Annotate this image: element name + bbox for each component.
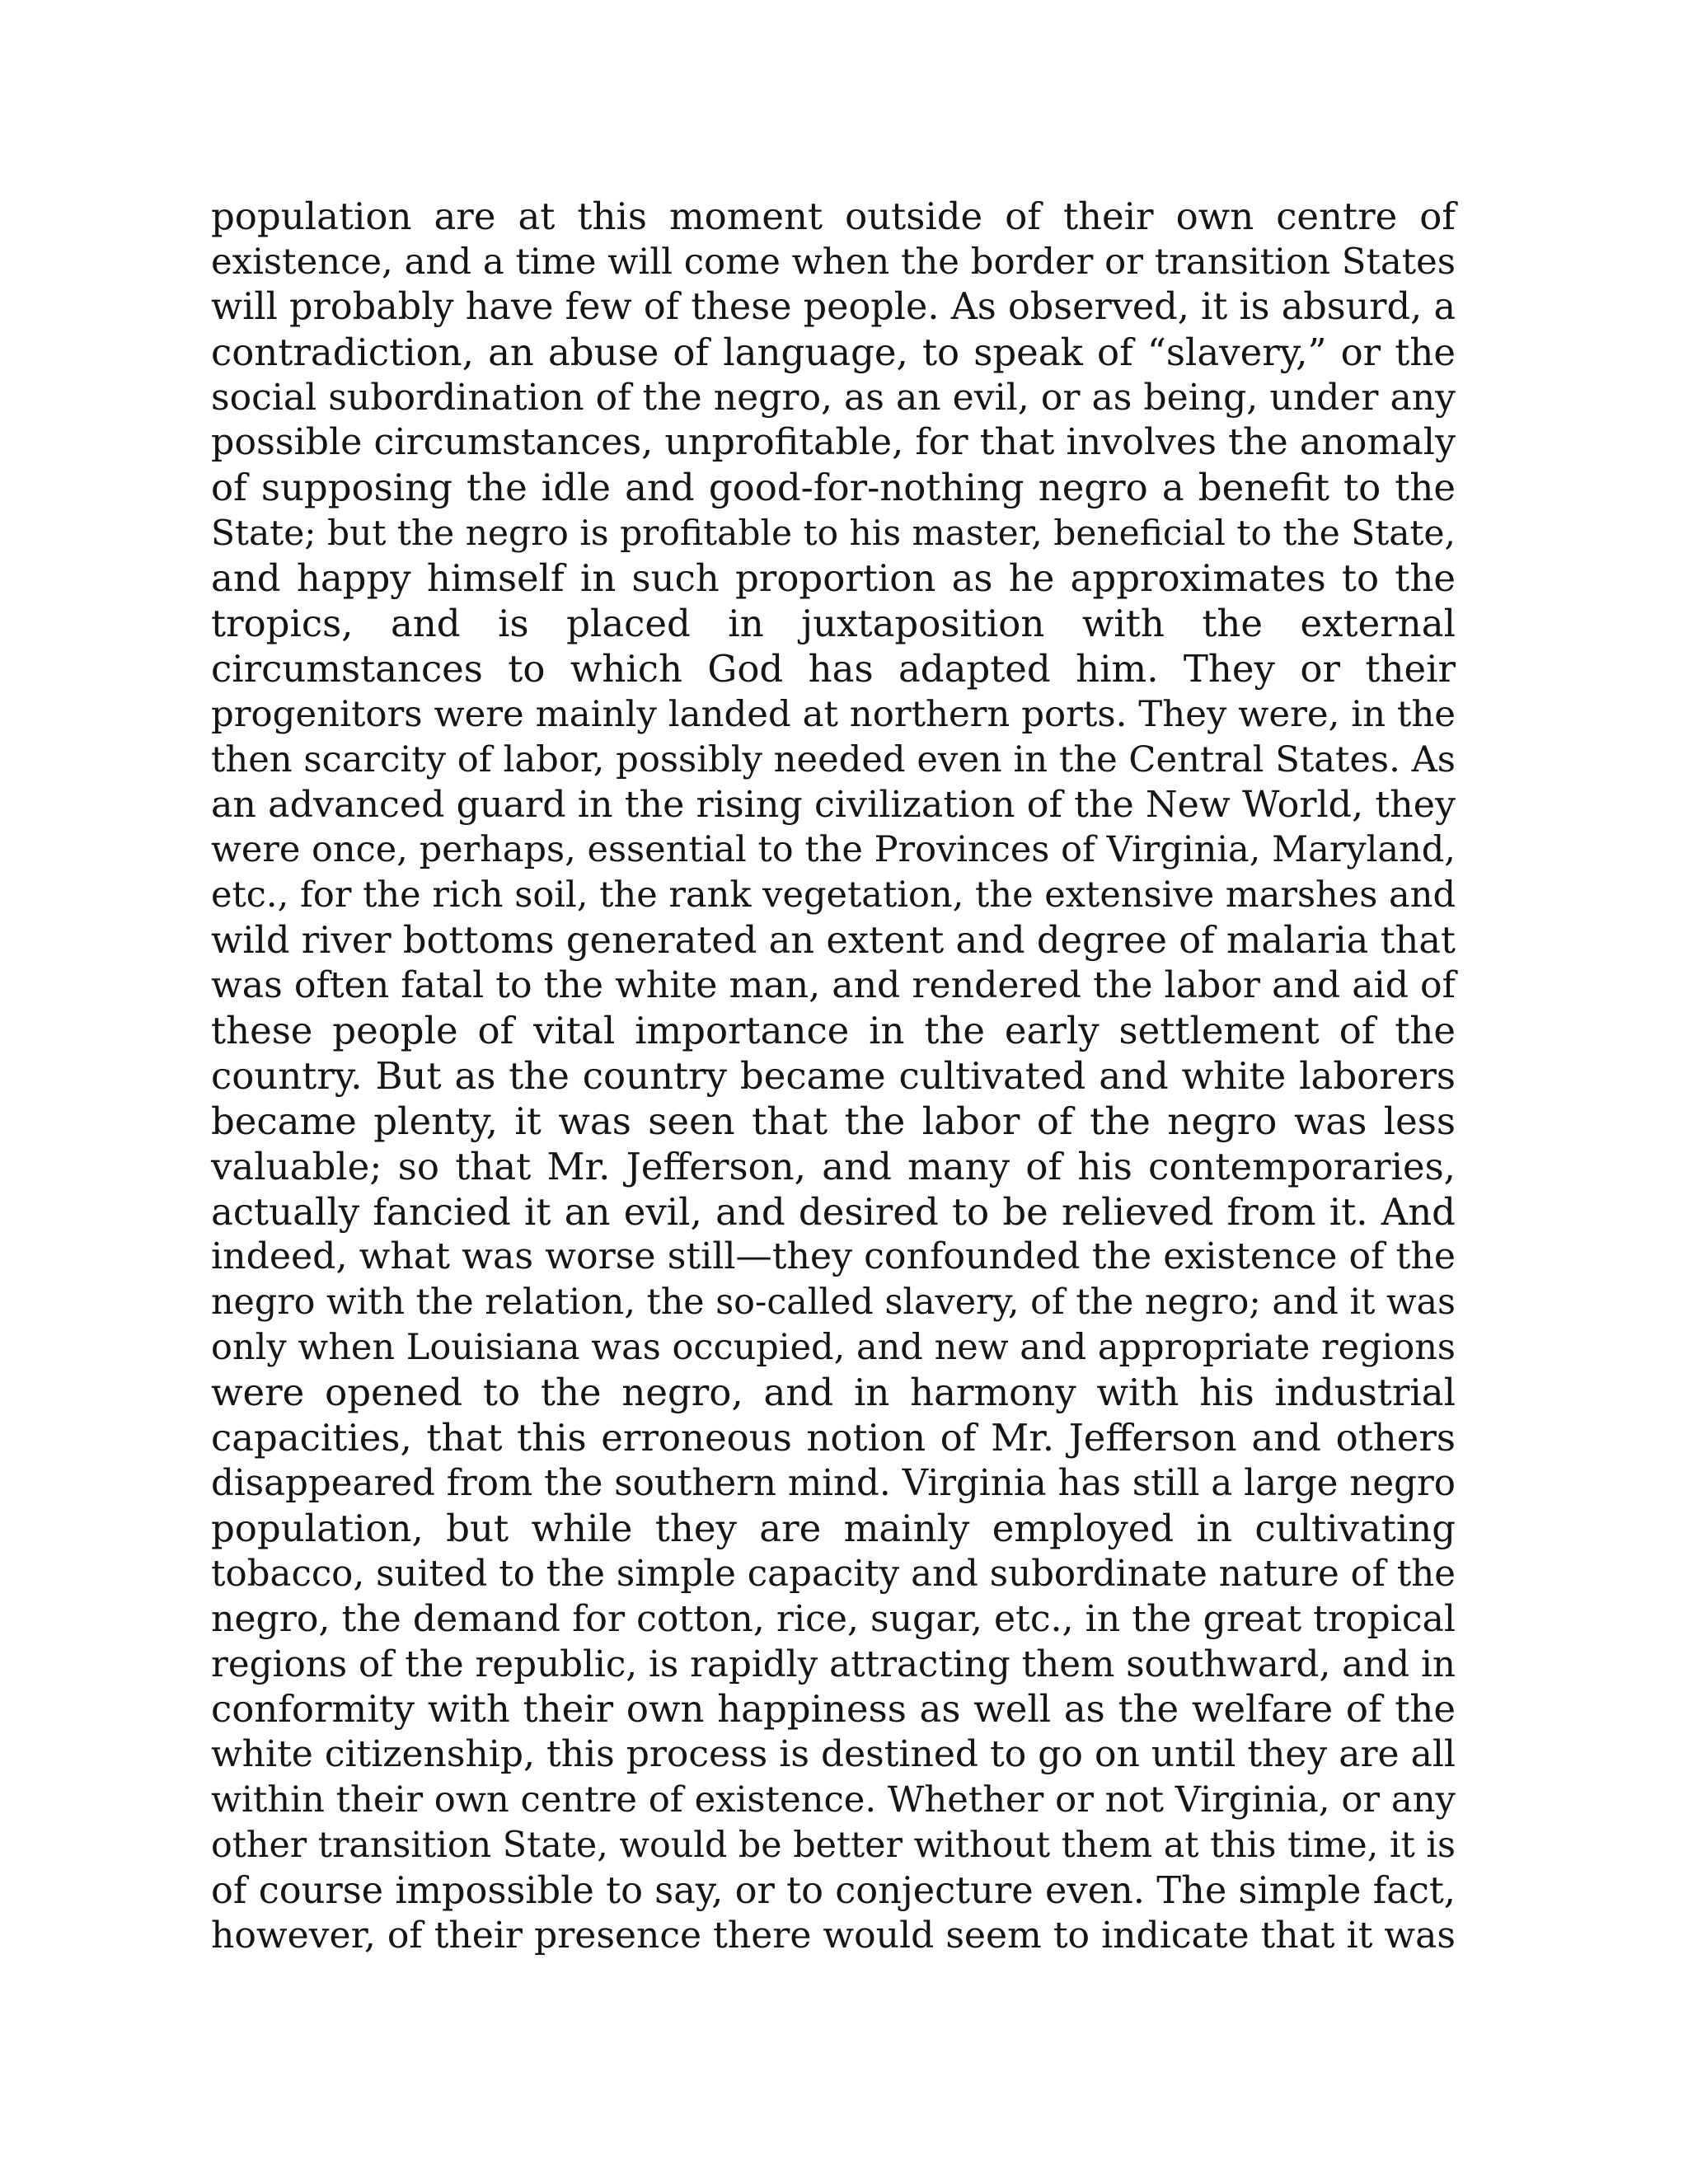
text-line: conformity with their own happiness as well as the welfare of the — [211, 1687, 1456, 1732]
text-line: became plenty, it was seen that the labor of the negro was less — [211, 1099, 1456, 1143]
text-line: an advanced guard in the rising civilization of the New World, they — [211, 783, 1456, 826]
text-line: tobacco, suited to the simple capacity and subordinate nature of the — [211, 1553, 1456, 1595]
text-line: other transition State, would be better without them at this time, it is — [211, 1825, 1456, 1867]
text-line: tropics, and is placed in juxtaposition with the external — [211, 602, 1456, 646]
text-line: etc., for the rich soil, the rank vegetation, the extensive marshes and — [211, 874, 1456, 916]
text-line: negro with the relation, the so-called slavery, of the negro; and it was — [211, 1282, 1456, 1324]
text-line: valuable; so that Mr. Jefferson, and many of his contemporaries, — [211, 1144, 1456, 1188]
text-line: wild river bottoms generated an extent and degree of malaria that — [211, 918, 1456, 963]
text-line: circumstances to which God has adapted him. They or their — [211, 646, 1456, 691]
body-text — [211, 194, 1456, 1959]
text-line: of supposing the idle and good-for-nothing negro a benefit to the — [211, 466, 1456, 510]
text-line: population, but while they are mainly employed in cultivating — [211, 1506, 1456, 1550]
text-line: within their own centre of existence. Whether or not Virginia, or any — [211, 1779, 1456, 1821]
text-line: were opened to the negro, and in harmony with his industrial — [211, 1371, 1456, 1415]
text-line: population are at this moment outside of their own centre of — [211, 194, 1456, 238]
text-line: will probably have few of these people. As observed, it is absurd, a — [211, 285, 1456, 328]
text-line: actually fancied it an evil, and desired to be relieved from it. And — [211, 1189, 1456, 1234]
text-line: white citizenship, this process is destined to go on until they are all — [211, 1733, 1456, 1776]
text-line: of course impossible to say, or to conjecture even. The simple fact, — [211, 1868, 1456, 1912]
text-line: and happy himself in such proportion as he approximates to the — [211, 556, 1456, 601]
text-line: were once, perhaps, essential to the Provinces of Virginia, Maryland, — [211, 829, 1456, 871]
text-line: indeed, what was worse still—they confounded the existence of the — [211, 1235, 1456, 1278]
text-line: disappeared from the southern mind. Virginia has still a large negro — [211, 1462, 1456, 1504]
text-line: social subordination of the negro, as an evil, or as being, under any — [211, 376, 1456, 419]
text-line: negro, the demand for cotton, rice, sugar, etc., in the great tropical — [211, 1597, 1456, 1640]
text-line: existence, and a time will come when the border or transition States — [211, 241, 1456, 283]
text-line: State; but the negro is profitable to his master, beneficial to the State, — [211, 513, 1456, 554]
text-line: progenitors were mainly landed at northern ports. They were, in the — [211, 693, 1456, 735]
text-line: these people of vital importance in the early settlement of the — [211, 1009, 1456, 1053]
text-line: capacities, that this erroneous notion of Mr. Jefferson and others — [211, 1416, 1456, 1460]
text-line: was often fatal to the white man, and rendered the labor and aid of — [211, 964, 1456, 1007]
text-line: country. But as the country became cultivated and white laborers — [211, 1053, 1456, 1098]
text-line: only when Louisiana was occupied, and new and appropriate regions — [211, 1327, 1456, 1369]
text-line: then scarcity of labor, possibly needed even in the Central States. As — [211, 738, 1456, 780]
text-line: possible circumstances, unprofitable, for that involves the anomaly — [211, 421, 1456, 464]
text-line: however, of their presence there would seem to indicate that it was — [211, 1914, 1456, 1957]
text-line: contradiction, an abuse of language, to speak of “slavery,” or the — [211, 330, 1456, 374]
text-line: regions of the republic, is rapidly attracting them southward, and in — [211, 1643, 1456, 1685]
